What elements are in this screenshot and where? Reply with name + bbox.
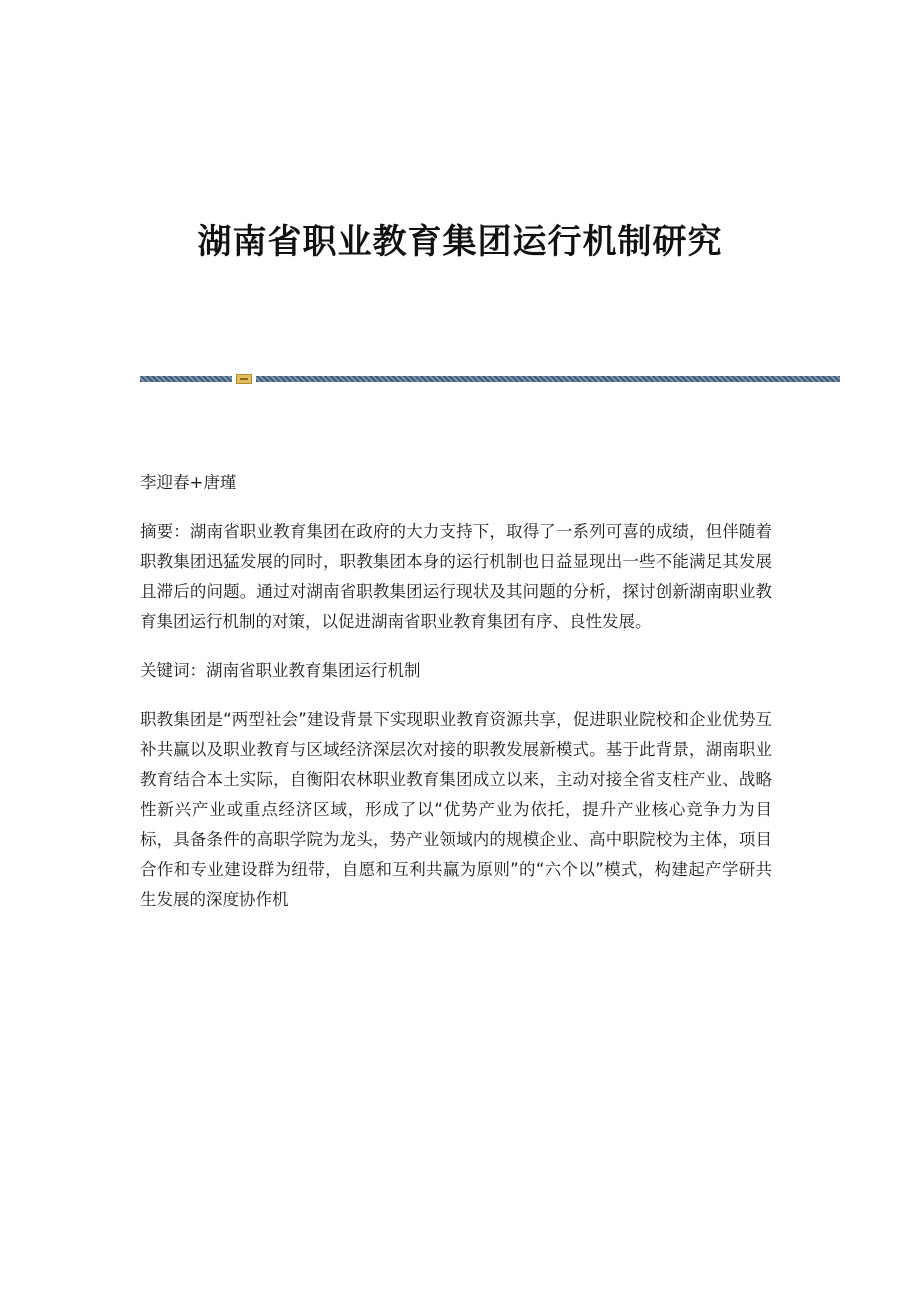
divider-left-bar: [140, 376, 232, 382]
body-paragraph: 职教集团是“两型社会”建设背景下实现职业教育资源共享，促进职业院校和企业优势互补共赢以及职业教育与区域经济深层次对接的职教发展新模式。基于此背景，湖南职业教育结合本土实际，自衡阳农林职业教育集团成立以来，主动对接全省支柱产业、战略性新兴产业或重点经济区域，形成了以“优势产业为依托，提升产业核心竞争力为目标，具备条件的高职学院为龙头，势产业领域内的规模企业、高中职院校为主体，项目合作和专业建设群为纽带，自愿和互利共赢为原则”的“六个以”模式，构建起产学研共生发展的深度协作机: [140, 710, 772, 909]
divider-ornament-icon: [236, 374, 252, 384]
abstract-paragraph: 摘要：湖南省职业教育集团在政府的大力支持下，取得了一系列可喜的成绩，但伴随着职教集团迅猛发展的同时，职教集团本身的运行机制也日益显现出一些不能满足其发展且滞后的问题。通过对湖南省职教集团运行现状及其问题的分析，探讨创新湖南职业教育集团运行机制的对策，以促进湖南省职业教育集团有序、良性发展。: [140, 522, 772, 631]
authors: 李迎春+唐瑾: [140, 473, 237, 492]
divider-right-bar: [256, 376, 840, 382]
keywords-line: 关键词：湖南省职业教育集团运行机制: [140, 661, 421, 680]
document-body: [140, 468, 772, 934]
title-divider: [140, 374, 840, 384]
document-title: 湖南省职业教育集团运行机制研究: [197, 222, 723, 262]
